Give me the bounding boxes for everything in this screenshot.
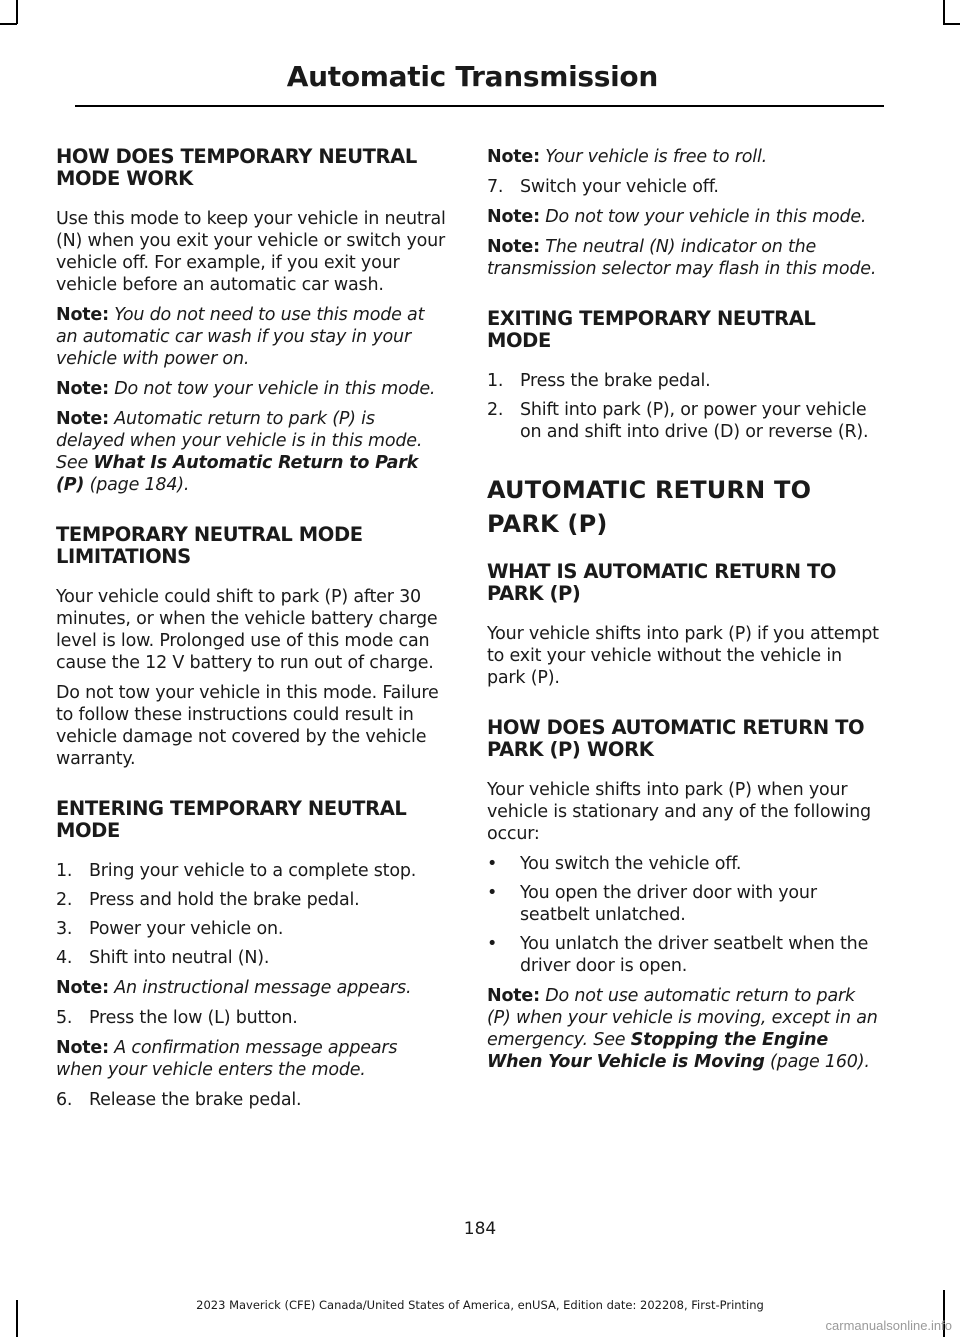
step-number: 6. (56, 1090, 73, 1110)
paragraph: Your vehicle shifts into park (P) if you attempt to exit your vehicle without the vehicle in park (P). (487, 624, 879, 688)
note (56, 304, 448, 370)
note-label: Note: (487, 986, 540, 1006)
step-list (56, 860, 448, 969)
step-text: Press the low (L) button. (89, 1008, 298, 1028)
note (487, 206, 879, 228)
step-text: Shift into park (P), or power your vehicle on and shift into drive (D) or reverse (R). (520, 400, 869, 442)
note (487, 236, 879, 280)
page-reference: (page 184). (84, 475, 190, 495)
note (487, 985, 879, 1073)
paragraph: Use this mode to keep your vehicle in neutral (N) when you exit your vehicle or switch your vehicle off. For example, if you exit your vehicle before an automatic car wash. (56, 209, 446, 295)
step-list (56, 1007, 448, 1029)
left-column (56, 146, 448, 1119)
cross-reference-link[interactable]: Stopping the Engine When Your Vehicle is Moving (487, 1030, 829, 1072)
bullet-text: You unlatch the driver seatbelt when the driver door is open. (520, 934, 869, 976)
step-number: 3. (56, 919, 73, 939)
bullet-text: You open the driver door with your seatbelt unlatched. (520, 883, 817, 925)
note-label: Note: (487, 147, 540, 167)
page-title: Automatic Transmission (286, 60, 658, 93)
list-item (56, 1089, 448, 1111)
note-label: Note: (487, 237, 540, 257)
section-heading: ENTERING TEMPORARY NEUTRAL MODE (56, 797, 407, 842)
section-heading: HOW DOES AUTOMATIC RETURN TO PARK (P) WORK (487, 716, 865, 761)
note-text: Do not use automatic return to park (P) when your vehicle is moving, except in an emergency. See (487, 986, 878, 1050)
note-text: You do not need to use this mode at an automatic car wash if you stay in your vehicle with power on. (56, 305, 425, 369)
note-text: Do not tow your vehicle in this mode. (539, 207, 867, 227)
list-item (56, 860, 448, 882)
note-label: Note: (56, 978, 109, 998)
header-divider (75, 105, 884, 107)
list-item (487, 882, 879, 926)
step-list (487, 176, 879, 198)
cross-reference-link[interactable]: What Is Automatic Return to Park (P) (56, 453, 419, 495)
right-column (487, 146, 879, 1081)
note (56, 1037, 448, 1081)
crop-mark (943, 23, 960, 25)
step-number: 1. (56, 861, 73, 881)
note-label: Note: (56, 379, 109, 399)
chapter-heading (487, 473, 879, 541)
list-item (487, 399, 879, 443)
list-item (487, 370, 879, 392)
crop-mark (16, 0, 18, 24)
page-number: 184 (463, 1219, 497, 1239)
note-text: Your vehicle is free to roll. (539, 147, 767, 167)
step-number: 4. (56, 948, 73, 968)
step-number: 2. (487, 400, 504, 420)
bullet-icon: • (487, 934, 498, 954)
note-label: Note: (487, 207, 540, 227)
list-item (487, 176, 879, 198)
chapter-heading-line: PARK (P) (487, 510, 608, 538)
note-text: The neutral (N) indicator on the transmission selector may flash in this mode. (487, 237, 877, 279)
note-text: A confirmation message appears when your vehicle enters the mode. (56, 1038, 398, 1080)
bullet-text: You switch the vehicle off. (520, 854, 742, 874)
step-list (56, 1089, 448, 1111)
step-text: Press and hold the brake pedal. (89, 890, 360, 910)
paragraph: Do not tow your vehicle in this mode. Failure to follow these instructions could result in vehicle damage not covered by the vehicle warranty. (56, 683, 439, 769)
note-text: An instructional message appears. (108, 978, 412, 998)
section-heading: WHAT IS AUTOMATIC RETURN TO PARK (P) (487, 560, 837, 605)
bullet-list (487, 853, 879, 977)
step-number: 7. (487, 177, 504, 197)
note (56, 408, 448, 496)
step-list (487, 370, 879, 443)
note-label: Note: (56, 305, 109, 325)
note-label: Note: (56, 1038, 109, 1058)
step-number: 1. (487, 371, 504, 391)
list-item (56, 918, 448, 940)
step-text: Power your vehicle on. (89, 919, 284, 939)
note-text: Do not tow your vehicle in this mode. (108, 379, 436, 399)
section-heading: HOW DOES TEMPORARY NEUTRAL MODE WORK (56, 145, 417, 190)
crop-mark (943, 0, 945, 24)
footer-edition-info: 2023 Maverick (CFE) Canada/United States of America, enUSA, Edition date: 202208, First-Printing (196, 1298, 764, 1312)
step-text: Switch your vehicle off. (520, 177, 719, 197)
step-text: Press the brake pedal. (520, 371, 711, 391)
watermark: carmanualsonline.info (825, 1318, 952, 1333)
crop-mark (0, 23, 17, 25)
step-text: Release the brake pedal. (89, 1090, 302, 1110)
note (56, 977, 448, 999)
step-number: 2. (56, 890, 73, 910)
section-heading: EXITING TEMPORARY NEUTRAL MODE (487, 307, 816, 352)
list-item (487, 933, 879, 977)
chapter-heading-line: AUTOMATIC RETURN TO (487, 476, 812, 504)
section-heading: TEMPORARY NEUTRAL MODE LIMITATIONS (56, 523, 363, 568)
note-text: Automatic return to park (P) is delayed when your vehicle is in this mode. See (56, 409, 423, 473)
list-item (56, 889, 448, 911)
bullet-icon: • (487, 883, 498, 903)
step-number: 5. (56, 1008, 73, 1028)
note (487, 146, 879, 168)
paragraph: Your vehicle could shift to park (P) after 30 minutes, or when the vehicle battery charge level is low. Prolonged use of this mode can cause the 12 V battery to run out of charge. (56, 587, 438, 673)
paragraph: Your vehicle shifts into park (P) when your vehicle is stationary and any of the following occur: (487, 780, 871, 844)
step-text: Bring your vehicle to a complete stop. (89, 861, 417, 881)
note-label: Note: (56, 409, 109, 429)
list-item (56, 1007, 448, 1029)
step-text: Shift into neutral (N). (89, 948, 270, 968)
list-item (56, 947, 448, 969)
list-item (487, 853, 879, 875)
bullet-icon: • (487, 854, 498, 874)
page-reference: (page 160). (764, 1052, 870, 1072)
note (56, 378, 448, 400)
